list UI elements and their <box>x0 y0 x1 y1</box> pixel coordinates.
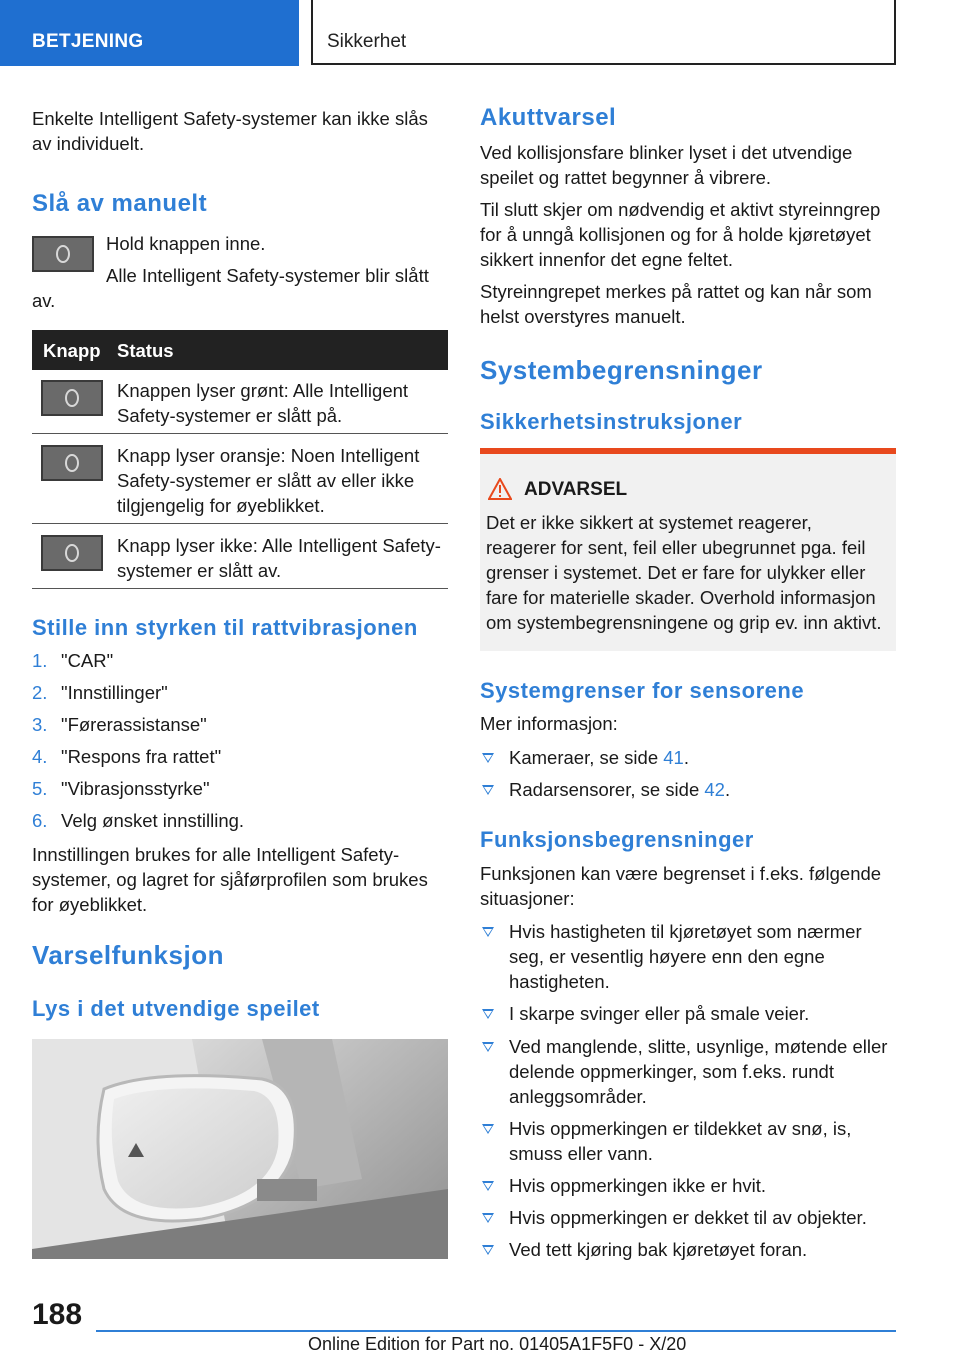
intro-text: Enkelte Intelligent Safety-systemer kan ikke slås av individuelt. <box>32 108 428 154</box>
warning-triangle-icon <box>488 478 512 500</box>
page-number: 188 <box>32 1298 83 1331</box>
list-item: Hvis oppmerkingen ikke er hvit. <box>480 1173 896 1198</box>
divider <box>32 588 448 589</box>
bullet-triangle-icon <box>482 927 494 937</box>
list-item: 6. Velg ønsket innstilling. <box>32 810 245 831</box>
bullet-triangle-icon <box>482 1245 494 1255</box>
list-item: Ved manglende, slitte, usynlige, møtende eller delende oppmerkinger, som f.eks. rundt anleggsområder. <box>480 1034 892 1109</box>
safety-button-icon <box>41 380 103 416</box>
sensor-intro: Mer informasjon: <box>480 713 618 734</box>
list-item: 2. "Innstillinger" <box>32 682 168 703</box>
list-item: 5. "Vibrasjonsstyrke" <box>32 778 210 799</box>
warning-text: Det er ikke sikkert at systemet reagerer, reagerer for sent, feil eller ubegrunnet pga. feil grenser i systemet. Det er fare for ulykker eller fare for materielle skader. Overhold informasjon om systembegrensningene og grip ev. inn aktivt. <box>486 512 882 633</box>
page-link-42[interactable]: 42 <box>704 779 725 800</box>
bullet-triangle-icon <box>482 1124 494 1134</box>
heading-strength: Stille inn styrken til rattvibrasjonen <box>32 615 418 640</box>
heading-safety-instructions: Sikkerhetsinstruksjoner <box>480 409 743 434</box>
list-item: Kameraer, se side 41. <box>480 745 896 770</box>
list-item: Hvis oppmerkingen er tildekket av snø, is, smuss eller vann. <box>480 1116 880 1166</box>
warning-box <box>480 448 896 651</box>
heading-system-limits: Systembegrensninger <box>480 355 763 385</box>
bullet-triangle-icon <box>482 1181 494 1191</box>
warning-label: ADVARSEL <box>524 479 628 500</box>
bullet-triangle-icon <box>482 753 494 763</box>
heading-akutt: Akuttvarsel <box>480 104 617 131</box>
bullet-triangle-icon <box>482 1009 494 1019</box>
divider <box>32 433 448 434</box>
edition-text: Online Edition for Part no. 01405A1F5F0 - X/20 <box>308 1334 687 1354</box>
manual-text-1: Hold knappen inne. <box>106 233 266 254</box>
col-header-knapp: Knapp <box>43 340 101 361</box>
heading-warning-function: Varselfunksjon <box>32 940 224 970</box>
list-item: Ved tett kjøring bak kjøretøyet foran. <box>480 1237 896 1262</box>
list-item: Hvis hastigheten til kjøretøyet som nærmer seg, er vesentlig høyere enn den egne hastigheten. <box>480 919 880 994</box>
table-row: Knapp lyser ikke: Alle Intelligent Safety-systemer er slått av. <box>117 535 441 581</box>
akutt-text-3: Styreinngrepet merkes på rattet og kan når som helst overstyres manuelt. <box>480 281 872 327</box>
function-intro: Funksjonen kan være begrenset i f.eks. følgende situasjoner: <box>480 863 882 909</box>
manual-text-2: Alle Intelligent Safety-systemer blir slått av. <box>32 265 429 311</box>
heading-mirror: Lys i det utvendige speilet <box>32 996 320 1021</box>
bullet-triangle-icon <box>482 1213 494 1223</box>
footer-divider <box>96 1330 896 1332</box>
heading-function-limits: Funksjonsbegrensninger <box>480 827 754 852</box>
heading-sensor-limits: Systemgrenser for sensorene <box>480 678 805 703</box>
list-item: 3. "Førerassistanse" <box>32 714 207 735</box>
akutt-text-1: Ved kollisjonsfare blinker lyset i det utvendige speilet og rattet begynner å vibrere. <box>480 142 853 188</box>
chapter-title: Sikkerhet <box>311 0 896 65</box>
bullet-triangle-icon <box>482 785 494 795</box>
safety-button-icon <box>41 445 103 481</box>
divider <box>32 523 448 524</box>
status-table-header <box>32 330 448 370</box>
list-item: I skarpe svinger eller på smale veier. <box>480 1001 896 1026</box>
akutt-text-2: Til slutt skjer om nødvendig et aktivt styreinngrep for å unngå kollisjonen og for å holde kjøretøyet sikkert innenfor det egne feltet. <box>480 199 881 270</box>
col-header-status: Status <box>117 340 174 361</box>
table-row: Knappen lyser grønt: Alle Intelligent Safety-systemer er slått på. <box>117 380 409 426</box>
list-item: Hvis oppmerkingen er dekket til av objekter. <box>480 1205 896 1230</box>
list-item: 1. "CAR" <box>32 650 114 671</box>
safety-button-icon <box>41 535 103 571</box>
section-tab: BETJENING <box>0 0 299 66</box>
steps-note: Innstillingen brukes for alle Intelligent Safety-systemer, og lagret for sjåførprofilen som brukes for øyeblikket. <box>32 844 428 915</box>
heading-manual: Slå av manuelt <box>32 190 208 217</box>
page-link-41[interactable]: 41 <box>663 747 684 768</box>
mirror-illustration <box>32 1039 448 1259</box>
table-row: Knapp lyser oransje: Noen Intelligent Safety-systemer er slått av eller ikke tilgjengelig for øyeblikket. <box>117 445 420 516</box>
bullet-triangle-icon <box>482 1042 494 1052</box>
list-item: 4. "Respons fra rattet" <box>32 746 222 767</box>
list-item: Radarsensorer, se side 42. <box>480 777 896 802</box>
